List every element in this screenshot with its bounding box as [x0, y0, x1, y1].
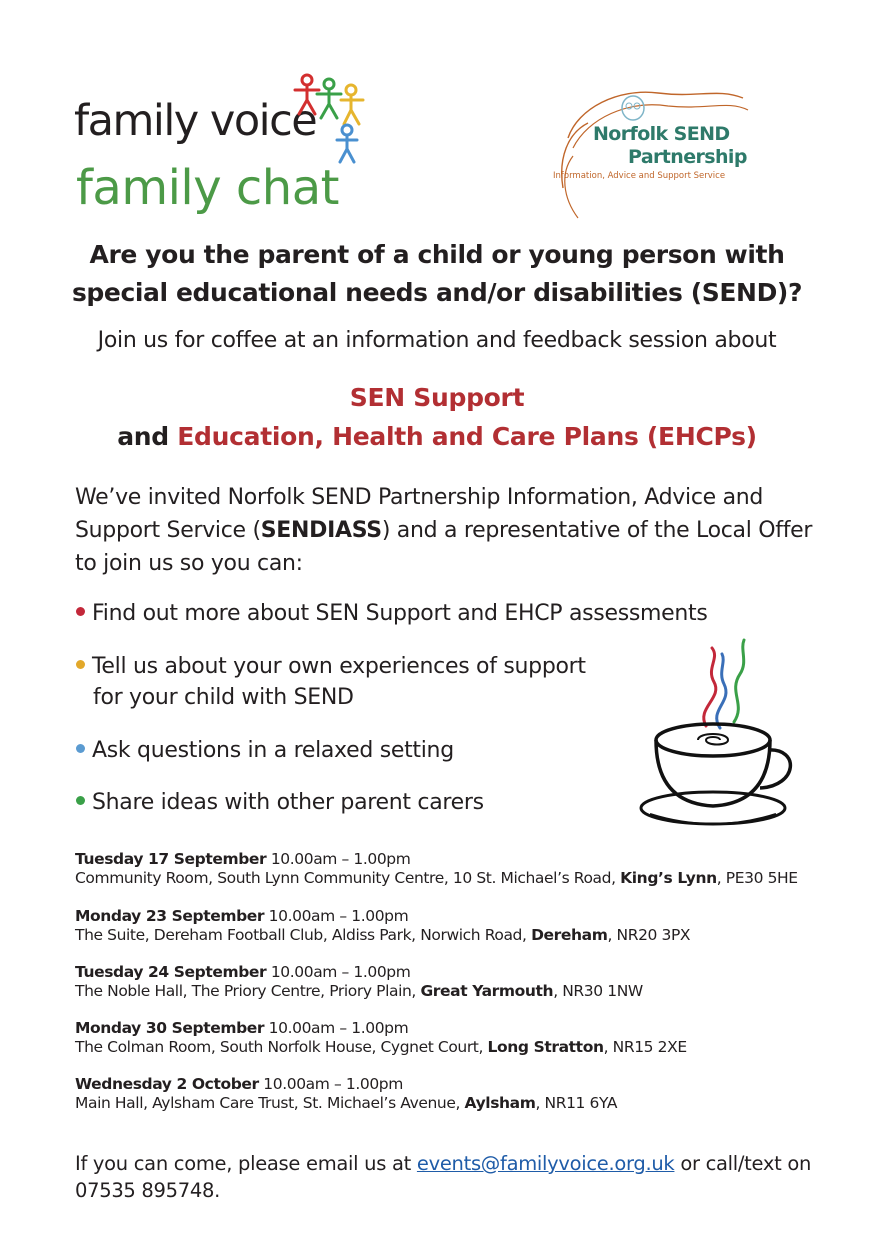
bullet-dot-blue — [76, 744, 85, 753]
family-voice-logo — [74, 72, 374, 222]
list-item — [76, 735, 454, 766]
session-item — [75, 1075, 617, 1113]
session-date: Monday 30 September — [75, 1019, 265, 1037]
list-item — [76, 651, 586, 713]
email-link[interactable]: events@familyvoice.org.uk — [416, 1152, 675, 1175]
topic-ehcp-label: Education, Health and Care Plans (EHCPs) — [177, 422, 757, 451]
session-time: 10.00am – 1.00pm — [266, 850, 411, 868]
footer-text-after: or call/text on 07535 895748. — [75, 1152, 812, 1202]
session-item — [75, 963, 643, 1001]
partner-tagline: Information, Advice and Support Service — [553, 171, 726, 181]
contact-footer — [75, 1150, 835, 1204]
list-item — [76, 598, 708, 629]
people-figures-icon — [289, 72, 369, 167]
session-date: Monday 23 September — [75, 907, 265, 925]
bullet-dot-yellow — [76, 660, 85, 669]
session-postcode: , PE30 5HE — [716, 869, 798, 887]
session-time: 10.00am – 1.00pm — [266, 963, 411, 981]
session-item — [75, 1019, 687, 1057]
session-town: Long Stratton — [487, 1038, 604, 1056]
session-venue: Main Hall, Aylsham Care Trust, St. Michael’s Avenue, — [75, 1094, 465, 1112]
session-town: King’s Lynn — [620, 869, 717, 887]
bullet-dot-red — [76, 607, 85, 616]
session-item — [75, 850, 798, 888]
partner-name-line1: Norfolk SEND — [593, 123, 730, 145]
intro-text: Join us for coffee at an information and feedback session about — [97, 328, 777, 353]
list-item — [76, 787, 484, 818]
headline-line2: special educational needs and/or disabilities (SEND)? — [71, 278, 803, 307]
invite-paragraph — [75, 481, 815, 580]
session-postcode: , NR11 6YA — [535, 1094, 618, 1112]
bullet-dot-green — [76, 796, 85, 805]
session-postcode: , NR30 1NW — [553, 982, 643, 1000]
session-time: 10.00am – 1.00pm — [264, 907, 409, 925]
session-venue: Community Room, South Lynn Community Centre, 10 St. Michael’s Road, — [75, 869, 621, 887]
session-town: Great Yarmouth — [420, 982, 554, 1000]
invite-text-after: ) and a representative of the Local Offer to join us so you can: — [75, 518, 813, 576]
family-voice-wordmark: family voice — [74, 96, 317, 146]
topic-sen-support: SEN Support — [349, 383, 525, 412]
session-town: Aylsham — [464, 1094, 536, 1112]
bullet-text-continued: for your child with SEND — [93, 685, 354, 710]
session-postcode: , NR20 3PX — [607, 926, 691, 944]
topic-ehcp — [0, 422, 874, 451]
session-item — [75, 907, 690, 945]
session-venue: The Colman Room, South Norfolk House, Cygnet Court, — [75, 1038, 488, 1056]
topic-and: and — [117, 422, 178, 451]
partner-name-line2: Partnership — [628, 146, 747, 168]
sendiass-label: SENDIASS — [260, 518, 382, 543]
session-time: 10.00am – 1.00pm — [264, 1019, 409, 1037]
session-venue: The Suite, Dereham Football Club, Aldiss Park, Norwich Road, — [75, 926, 532, 944]
bullet-text: Tell us about your own experiences of support — [92, 654, 586, 679]
session-date: Tuesday 24 September — [75, 963, 267, 981]
session-date: Tuesday 17 September — [75, 850, 267, 868]
session-venue: The Noble Hall, The Priory Centre, Priory Plain, — [75, 982, 421, 1000]
session-time: 10.00am – 1.00pm — [258, 1075, 403, 1093]
bullet-text: Find out more about SEN Support and EHCP assessments — [92, 601, 708, 626]
session-date: Wednesday 2 October — [75, 1075, 259, 1093]
footer-text-before: If you can come, please email us at — [75, 1152, 417, 1175]
bullet-text: Ask questions in a relaxed setting — [92, 738, 454, 763]
bullet-text: Share ideas with other parent carers — [92, 790, 484, 815]
norfolk-send-partnership-logo — [548, 78, 778, 228]
session-town: Dereham — [531, 926, 608, 944]
invite-text-before: We’ve invited Norfolk SEND Partnership Information, Advice and Support Service ( — [75, 485, 764, 543]
headline-line1: Are you the parent of a child or young person with — [89, 240, 785, 269]
family-chat-title: family chat — [76, 160, 339, 216]
coffee-cup-icon — [628, 638, 808, 833]
session-postcode: , NR15 2XE — [603, 1038, 687, 1056]
